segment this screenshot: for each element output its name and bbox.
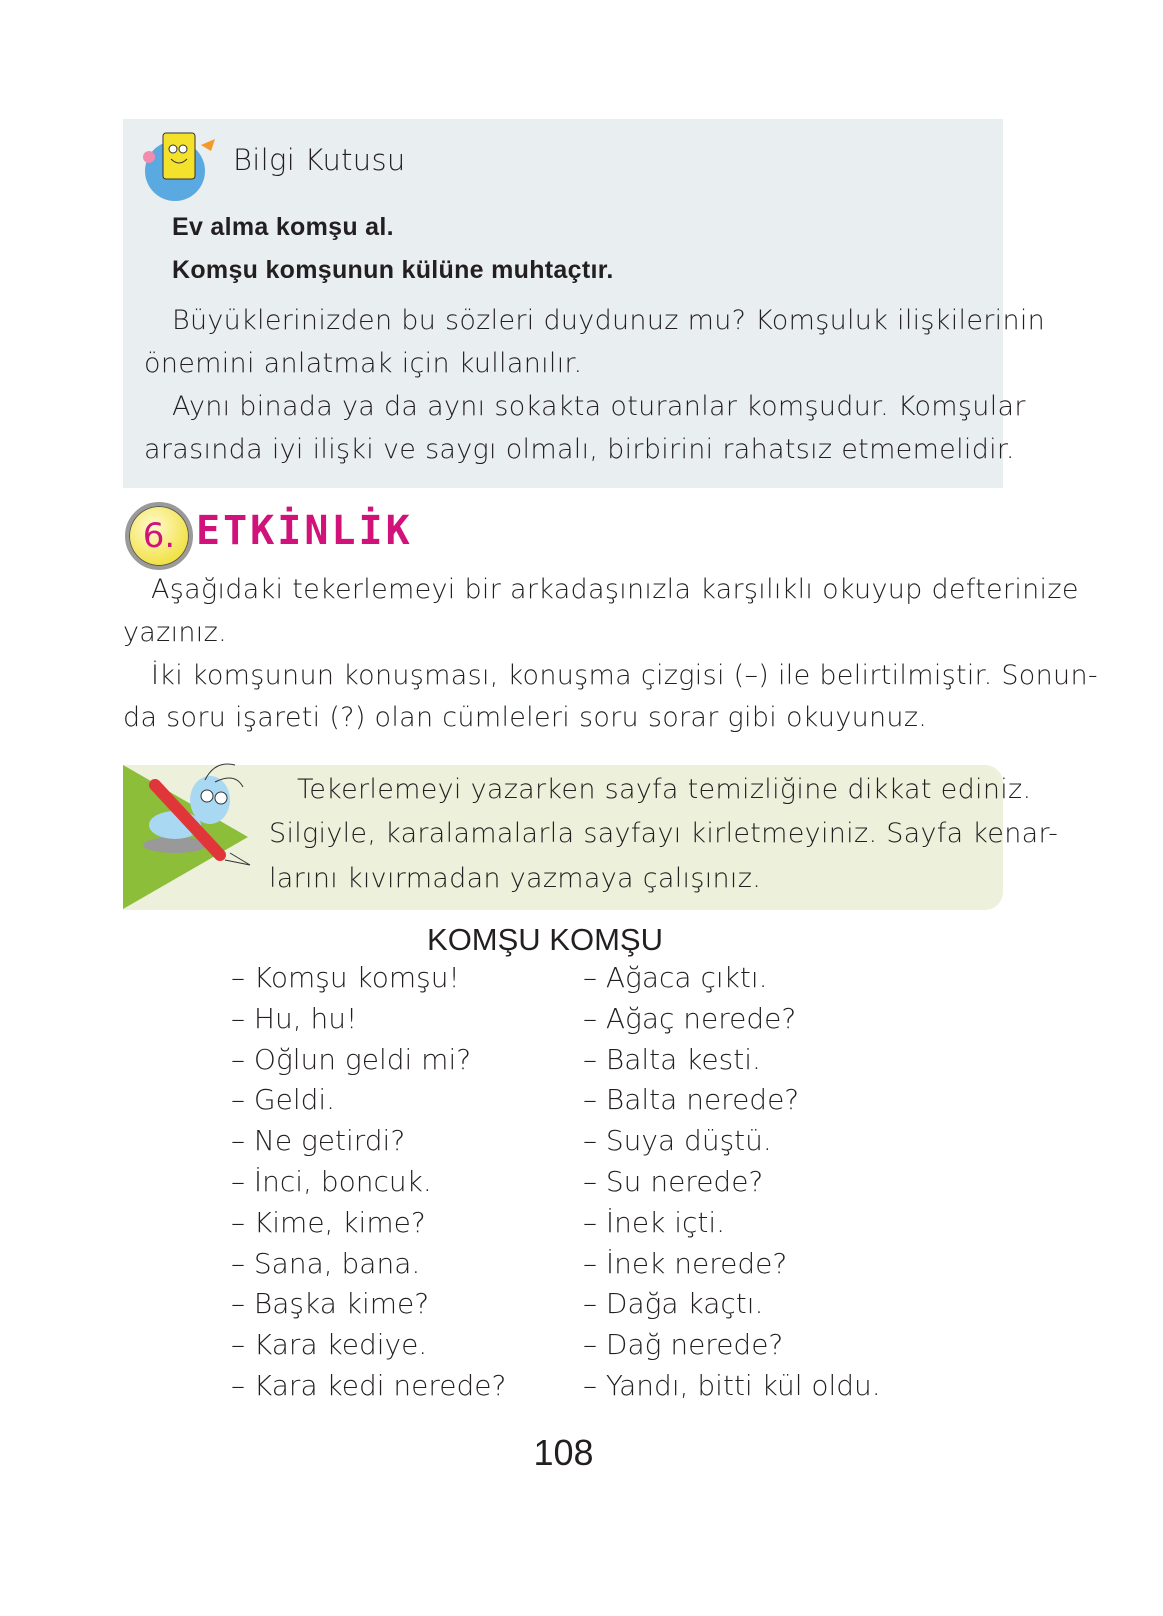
paragraph-line: Büyüklerinizden bu sözleri duydunuz mu? Komşuluk ilişkilerinin <box>172 305 1046 336</box>
tip-line: larını kıvırmadan yazmaya çalışınız. <box>269 863 762 894</box>
poem-line: – İnek nerede? <box>583 1246 788 1280</box>
poem-line: – Kime, kime? <box>231 1205 426 1239</box>
proverb-2: Komşu komşunun külüne muhtaçtır. <box>172 256 614 284</box>
info-box-title: Bilgi Kutusu <box>233 143 406 177</box>
activity-line: Aşağıdaki tekerlemeyi bir arkadaşınızla karşılıklı okuyup defterinize <box>151 574 1079 605</box>
tip-line: Silgiyle, karalamalarla sayfayı kirletmeyiniz. Sayfa kenar- <box>269 818 1059 849</box>
poem-line: – Hu, hu! <box>231 1001 358 1035</box>
poem-line: – Balta nerede? <box>583 1083 800 1117</box>
poem-line: – İnek içti. <box>583 1205 726 1239</box>
poem-line: – Ne getirdi? <box>231 1124 406 1158</box>
poem-line: – Suya düştü. <box>583 1124 772 1158</box>
poem-line: – Geldi. <box>231 1083 336 1117</box>
activity-line: İki komşunun konuşması, konuşma çizgisi (–) ile belirtilmiştir. Sonun- <box>151 660 1098 691</box>
book-mascot-icon <box>135 127 221 203</box>
paragraph-line: Aynı binada ya da aynı sokakta oturanlar komşudur. Komşular <box>172 391 1026 422</box>
paragraph-line: arasında iyi ilişki ve saygı olmalı, birbirini rahatsız etmemelidir. <box>144 434 1015 465</box>
poem-line: – Yandı, bitti kül oldu. <box>583 1369 881 1402</box>
poem-line: – İnci, boncuk. <box>231 1165 432 1198</box>
poem-line: – Başka kime? <box>231 1287 430 1321</box>
activity-line: yazınız. <box>123 617 227 648</box>
poem-line: – Komşu komşu! <box>231 961 460 994</box>
activity-number-badge <box>125 502 193 570</box>
info-box <box>123 119 1046 488</box>
poem-line: – Balta kesti. <box>583 1042 761 1076</box>
poem-line: – Dağ nerede? <box>583 1328 784 1362</box>
poem-line: – Su nerede? <box>583 1165 764 1198</box>
caterpillar-pencil-icon <box>135 760 255 870</box>
poem-line: – Dağa kaçtı. <box>583 1287 764 1321</box>
poem-line: – Ağaca çıktı. <box>583 961 768 994</box>
page-number: 108 <box>533 1432 594 1473</box>
proverb-1: Ev alma komşu al. <box>172 213 394 241</box>
activity-title: ETKİNLİK <box>196 508 413 554</box>
poem-line: – Kara kediye. <box>231 1328 428 1362</box>
poem-line: – Oğlun geldi mi? <box>231 1042 472 1076</box>
tip-line: Tekerlemeyi yazarken sayfa temizliğine dikkat ediniz. <box>297 774 1032 805</box>
poem-line: – Sana, bana. <box>231 1246 421 1280</box>
paragraph-line: önemini anlatmak için kullanılır. <box>144 348 583 379</box>
poem-line: – Ağaç nerede? <box>583 1001 797 1035</box>
poem-title: KOMŞU KOMŞU <box>427 922 663 957</box>
activity-line: da soru işareti (?) olan cümleleri soru sorar gibi okuyunuz. <box>123 702 928 733</box>
poem-line: – Kara kedi nerede? <box>231 1369 507 1402</box>
activity-number: 6. <box>142 516 176 556</box>
